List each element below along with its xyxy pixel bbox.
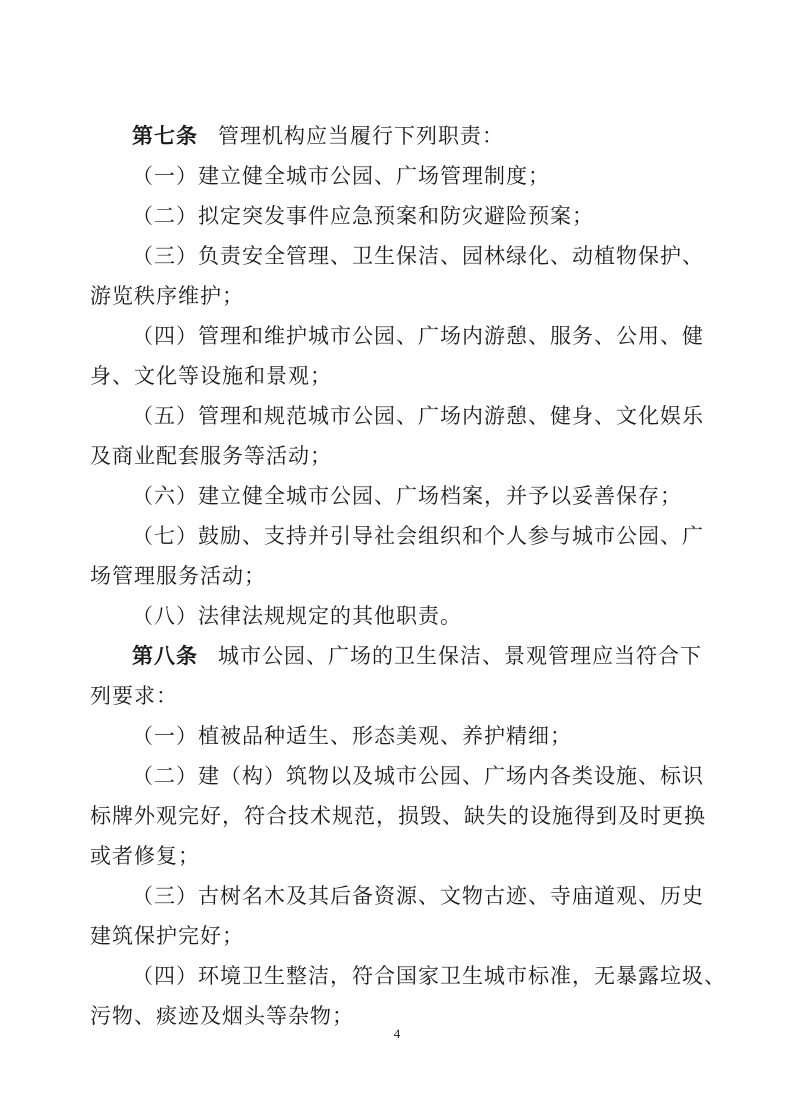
article-7-heading [132, 124, 504, 148]
article-8-item-1: （一）植被品种适生、形态美观、养护精细； [132, 724, 572, 748]
article-7-item-7-cont: 场管理服务活动； [90, 564, 266, 588]
article-7-item-5-cont: 及商业配套服务等活动； [90, 444, 332, 468]
article-7-item-3: （三）负责安全管理、卫生保洁、园林绿化、动植物保护、 [132, 244, 704, 268]
article-7-item-5: （五）管理和规范城市公园、广场内游憩、健身、文化娱乐 [132, 404, 704, 428]
article-8-item-4-cont: 污物、痰迹及烟头等杂物； [90, 1004, 354, 1028]
article-7-intro: 管理机构应当履行下列职责： [218, 124, 504, 148]
article-8-item-2: （二）建（构）筑物以及城市公园、广场内各类设施、标识 [132, 764, 704, 788]
article-8-intro-cont: 列要求： [90, 684, 178, 708]
page-number: 4 [393, 1026, 401, 1041]
article-8-item-4: （四）环境卫生整洁，符合国家卫生城市标准，无暴露垃圾、 [132, 964, 726, 988]
article-8-heading [132, 644, 702, 668]
article-7-item-8: （八）法律法规规定的其他职责。 [132, 604, 462, 628]
article-8-label: 第八条 [132, 644, 198, 668]
article-7-item-6: （六）建立健全城市公园、广场档案，并予以妥善保存； [132, 484, 682, 508]
article-7-item-4-cont: 身、文化等设施和景观； [90, 364, 332, 388]
article-8-intro: 城市公园、广场的卫生保洁、景观管理应当符合下 [218, 644, 702, 668]
article-7-label: 第七条 [132, 124, 198, 148]
article-7-item-7: （七）鼓励、支持并引导社会组织和个人参与城市公园、广 [132, 524, 704, 548]
article-7-item-1: （一）建立健全城市公园、广场管理制度； [132, 164, 550, 188]
article-7-item-3-cont: 游览秩序维护； [90, 284, 244, 308]
article-8-item-2-cont2: 或者修复； [90, 844, 200, 868]
article-7-item-2: （二）拟定突发事件应急预案和防灾避险预案； [132, 204, 594, 228]
article-8-item-3-cont: 建筑保护完好； [90, 924, 244, 948]
article-7-item-4: （四）管理和维护城市公园、广场内游憩、服务、公用、健 [132, 324, 704, 348]
article-8-item-2-cont1: 标牌外观完好，符合技术规范，损毁、缺失的设施得到及时更换 [90, 804, 706, 828]
article-8-item-3: （三）古树名木及其后备资源、文物古迹、寺庙道观、历史 [132, 884, 704, 908]
